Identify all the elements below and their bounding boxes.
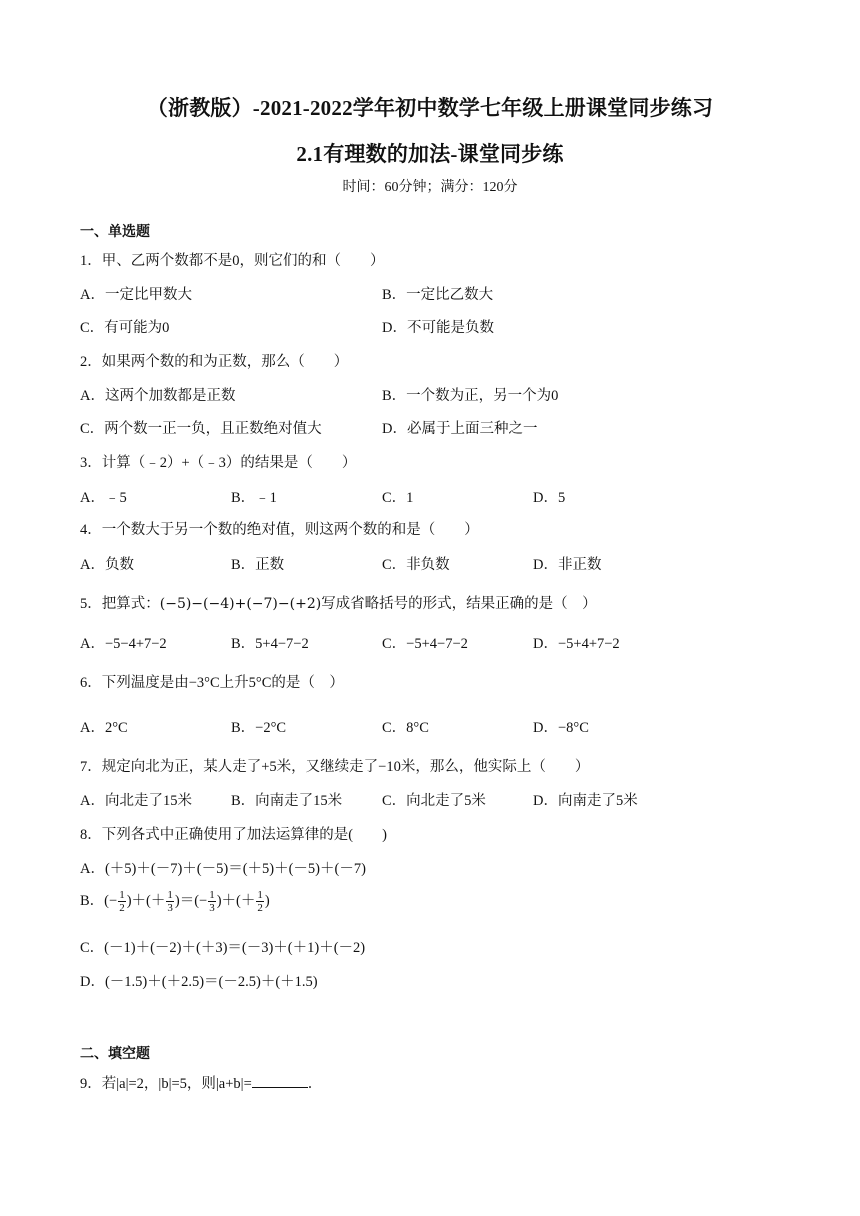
numerator: 1 [257,889,263,902]
question-2-option-a: A．这两个加数都是正数 [80,388,236,404]
denominator: 2 [119,902,125,915]
question-5-stem [80,592,597,613]
numerator: 1 [119,889,125,902]
question-6-option-d: D．−8°C [533,720,589,736]
question-2-option-c: C．两个数一正一负，且正数绝对值大 [80,421,322,437]
question-6-stem: 6．下列温度是由−3°C上升5°C的是（ ） [80,675,344,691]
question-1-option-c: C．有可能为0 [80,320,170,336]
question-2-stem: 2．如果两个数的和为正数，那么（ ） [80,354,349,370]
math-paren: (− [104,893,118,909]
section-heading-fill-blank: 二、填空题 [80,1047,150,1062]
math-paren: )＋(＋ [126,893,166,909]
question-9-stem-suffix: ． [307,1076,323,1092]
question-6-option-a: A．2°C [80,720,128,736]
question-5-option-b: B．5+4−7−2 [231,636,309,652]
question-6-option-b: B．−2°C [231,720,287,736]
numerator: 1 [209,889,215,902]
question-3-option-b: B．﹣1 [231,490,277,506]
question-8-option-c: C．(－1)＋(－2)＋(＋3)＝(－3)＋(＋1)＋(－2) [80,940,366,956]
math-paren: ) [264,893,270,909]
question-4-option-d: D．非正数 [533,557,602,573]
math-paren: )＝(− [174,893,208,909]
question-8-option-a: A．(＋5)＋(－7)＋(－5)＝(＋5)＋(－5)＋(－7) [80,861,366,877]
question-1-stem: 1．甲、乙两个数都不是0，则它们的和（ ） [80,253,385,269]
question-9-stem-prefix: 9．若|a|=2，|b|=5，则|a+b|= [80,1076,252,1092]
question-5-option-a: A．−5−4+7−2 [80,636,167,652]
question-4-option-a: A．负数 [80,557,134,573]
question-1-option-b: B．一定比乙数大 [382,287,494,303]
answer-blank [252,1075,308,1088]
document-subtitle: 2.1有理数的加法-课堂同步练 [296,142,564,166]
fraction [118,889,126,914]
document-title: （浙教版）-2021-2022学年初中数学七年级上册课堂同步练习 [146,96,714,120]
question-8-stem: 8．下列各式中正确使用了加法运算律的是( ) [80,827,387,843]
question-5-option-d: D．−5+4+7−2 [533,636,620,652]
question-7-option-d: D．向南走了5米 [533,793,638,809]
denominator: 2 [257,902,263,915]
option-b-label: B． [80,893,105,909]
question-8-option-b [80,889,270,914]
question-9-stem [80,1072,322,1093]
question-4-option-c: C．非负数 [382,557,450,573]
section-heading-single-choice: 一、单选题 [80,225,150,240]
question-3-option-a: A．﹣5 [80,490,127,506]
question-5-stem-suffix: 写成省略括号的形式，结果正确的是（ ） [321,596,597,612]
time-score-info: 时间：60分钟；满分：120分 [342,180,518,195]
denominator: 3 [167,902,173,915]
fraction [256,889,264,914]
question-3-option-c: C．1 [382,490,414,506]
question-8-option-d: D．(－1.5)＋(＋2.5)＝(－2.5)＋(＋1.5) [80,974,318,990]
question-3-option-d: D．5 [533,490,566,506]
question-2-option-d: D．必属于上面三种之一 [382,421,538,437]
fraction [208,889,216,914]
question-7-option-b: B．向南走了15米 [231,793,343,809]
question-6-option-c: C．8°C [382,720,429,736]
question-5-option-c: C．−5+4−7−2 [382,636,468,652]
question-2-option-b: B．一个数为正，另一个为0 [382,388,559,404]
question-1-option-d: D．不可能是负数 [382,320,494,336]
question-4-stem: 4．一个数大于另一个数的绝对值，则这两个数的和是（ ） [80,522,479,538]
question-3-stem: 3．计算（﹣2）+（﹣3）的结果是（ ） [80,455,357,471]
question-5-expression: (−5)−(−4)+(−7)−(+2) [159,596,322,612]
question-7-option-a: A．向北走了15米 [80,793,192,809]
question-4-option-b: B．正数 [231,557,285,573]
math-paren: )＋(＋ [216,893,256,909]
fraction [166,889,174,914]
question-1-option-a: A．一定比甲数大 [80,287,192,303]
denominator: 3 [209,902,215,915]
question-7-stem: 7．规定向北为正，某人走了+5米，又继续走了−10米，那么，他实际上（ ） [80,759,590,775]
question-5-stem-prefix: 5．把算式： [80,596,160,612]
numerator: 1 [167,889,173,902]
question-7-option-c: C．向北走了5米 [382,793,486,809]
